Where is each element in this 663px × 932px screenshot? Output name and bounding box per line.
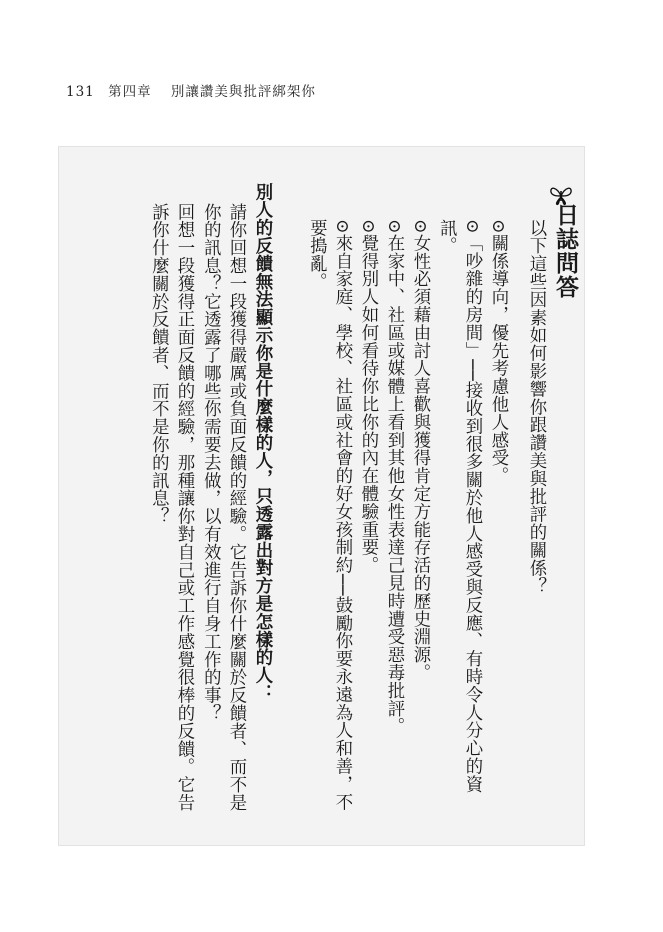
- bold-heading: 別人的反饋無法顯示你是什麼樣的人，只透露出對方是怎樣的人：: [252, 183, 272, 703]
- paragraph-2: 回想一段獲得正面反饋的經驗，那種讓你對自己或工作感覺很棒的反饋。它告 訴你什麼關於反饋者、而不是你的訊息？: [148, 203, 194, 812]
- bullet-6: ⊙來自家庭、學校、社區或社會的好女孩制約──鼓勵你要永遠為人和善，不 要搗亂。: [306, 219, 352, 811]
- paragraph-1: 請你回想一段獲得嚴厲或負面反饋的經驗。它告訴你什麼關於反饋者、而不是 你的訊息？它透露了哪些你需要去做，以有效進行自身工作的事？: [200, 203, 246, 812]
- running-header: [66, 80, 316, 100]
- section-title: 日誌問答: [552, 203, 578, 299]
- intro-question: 以下這些因素如何影響你跟讚美與批評的關係？: [526, 219, 546, 595]
- journal-panel: [58, 146, 585, 846]
- title-column: [549, 177, 582, 299]
- bullet-5: ⊙覺得別人如何看待你比你的內在體驗重要。: [358, 219, 378, 575]
- bullet-4: ⊙在家中、社區或媒體上看到其他女性表達己見時遭受惡毒批評。: [384, 219, 404, 736]
- page-number: 131: [66, 84, 95, 100]
- bullet-1: ⊙關係導向，優先考慮他人感受。: [488, 219, 508, 485]
- bullet-2: ⊙「吵雜的房間」──接收到很多關於他人感受與反應、有時令人分心的資 訊。: [436, 219, 482, 794]
- bullet-3: ⊙女性必須藉由討人喜歡與獲得肯定方能存活的歷史淵源。: [410, 219, 430, 682]
- chapter-title: 別讓讚美與批評綁架你: [170, 84, 316, 100]
- chapter-label: 第四章: [108, 84, 152, 100]
